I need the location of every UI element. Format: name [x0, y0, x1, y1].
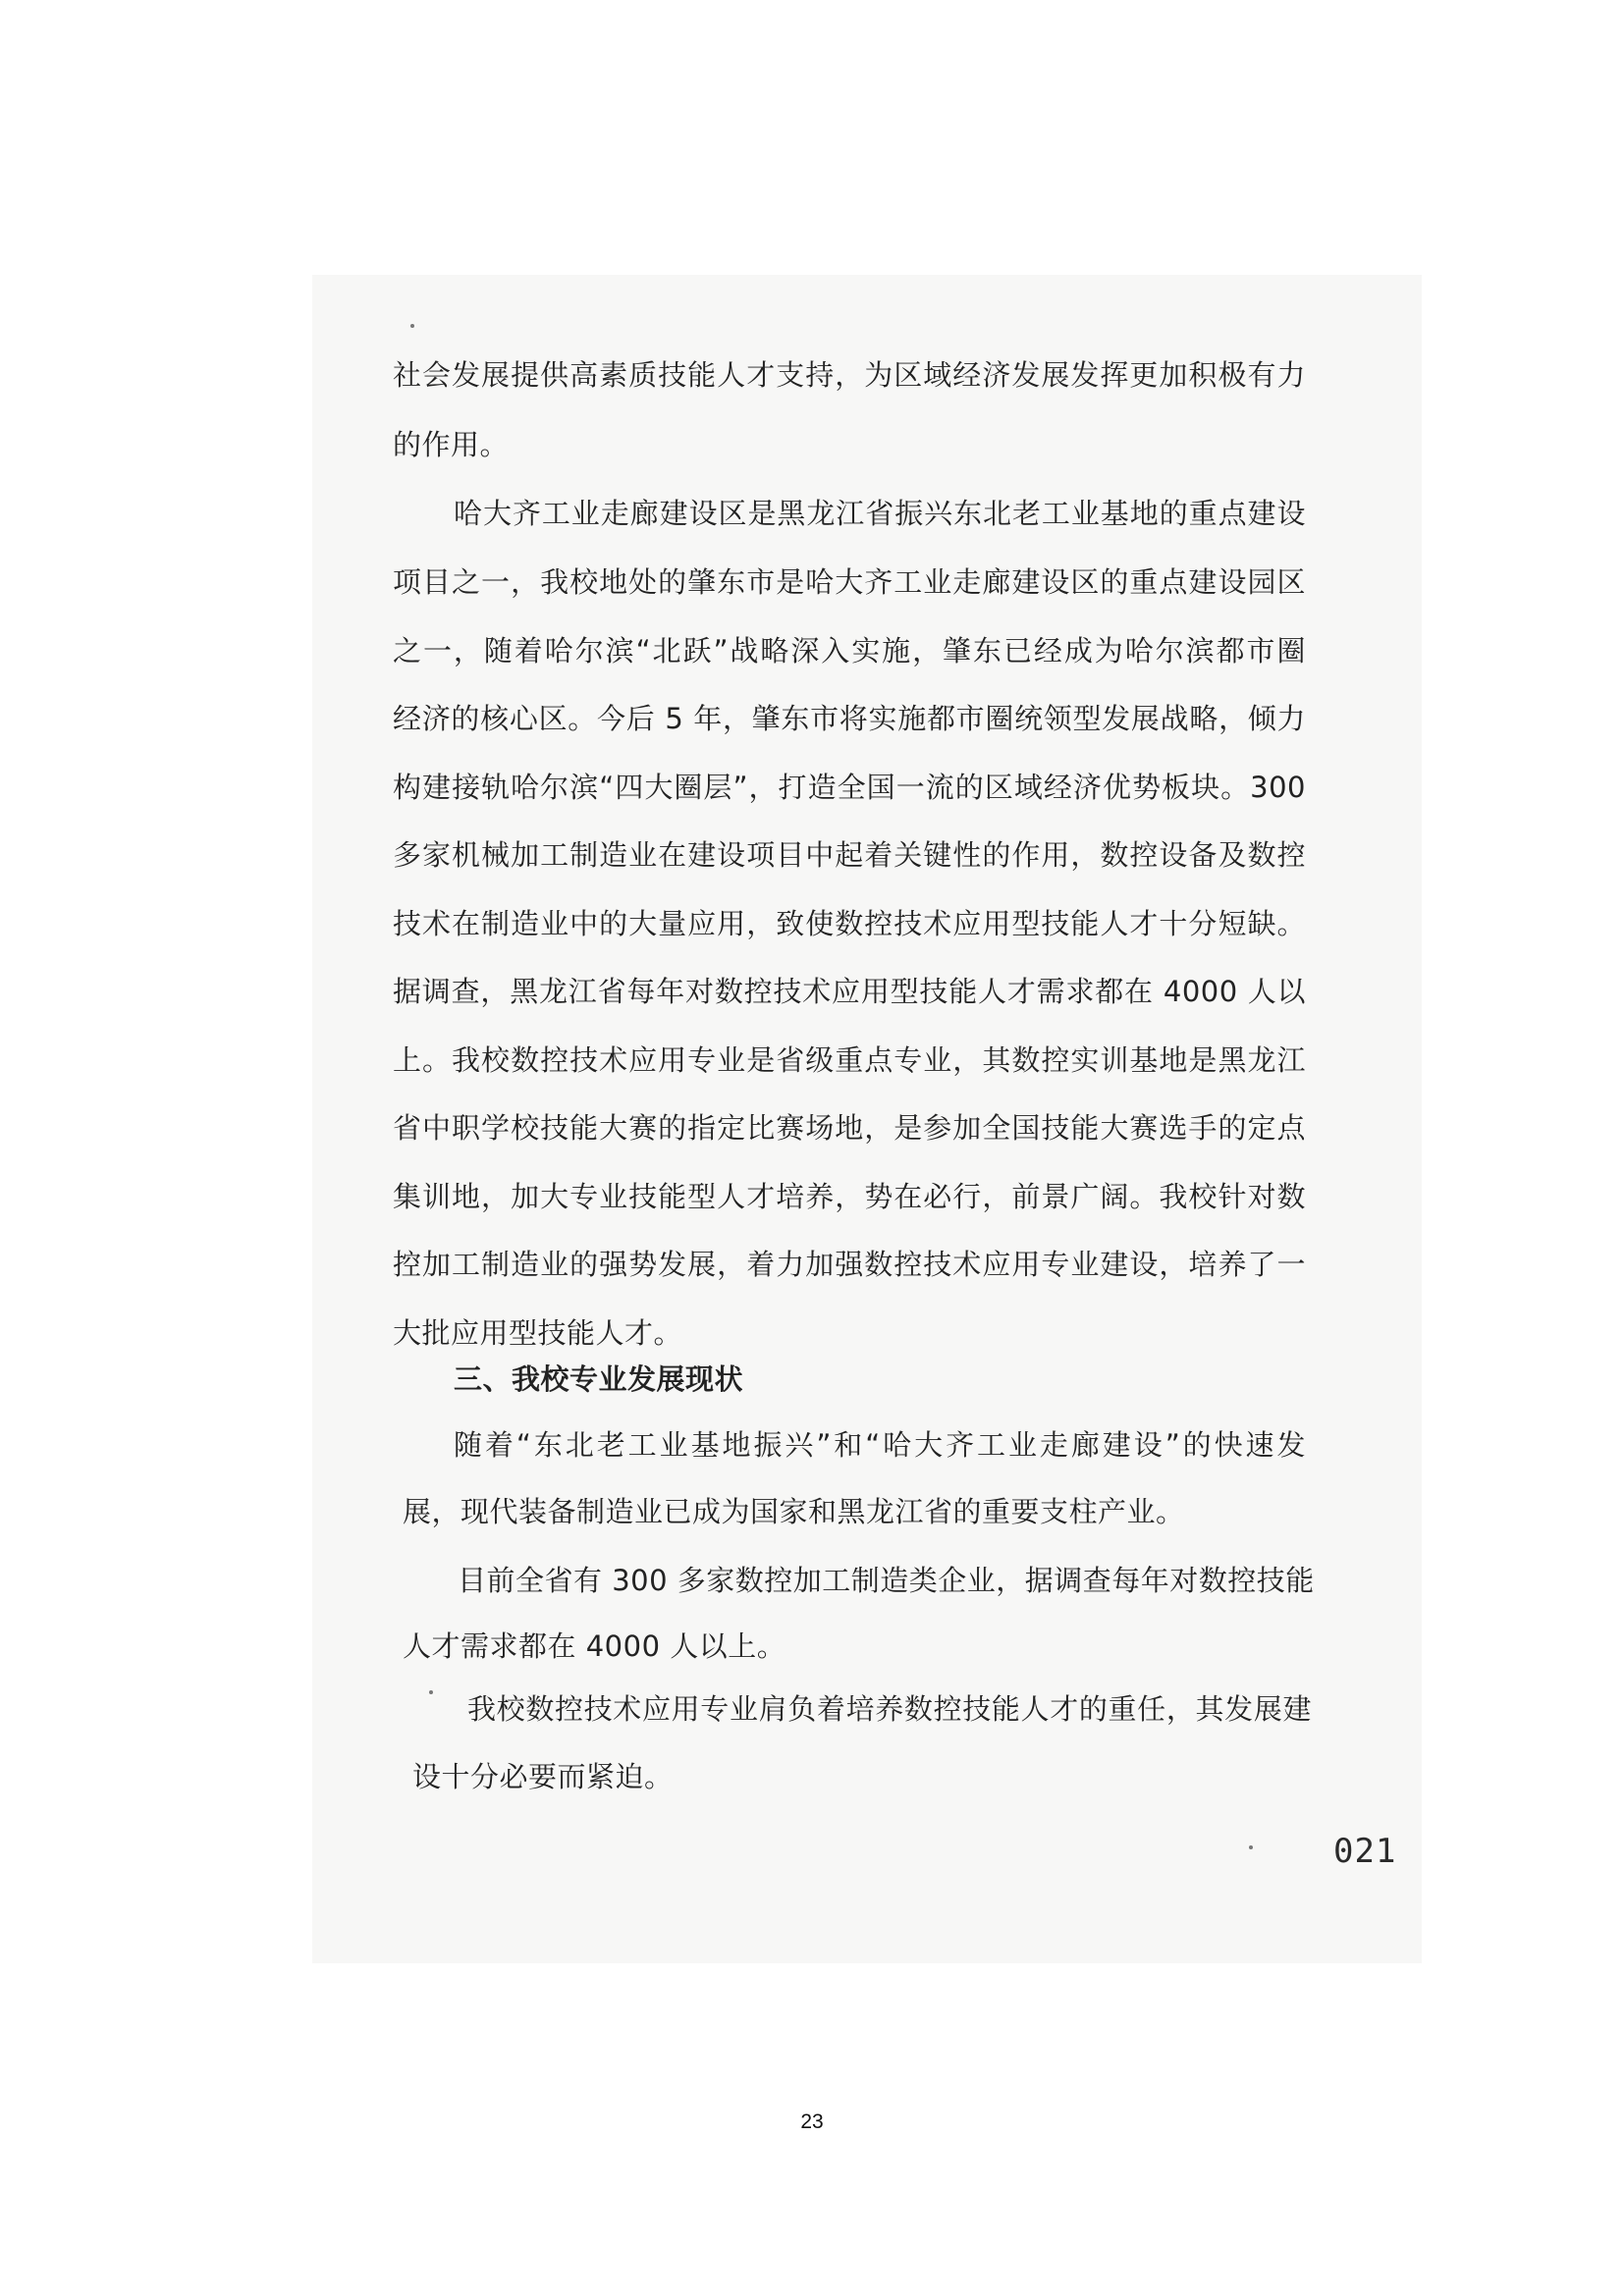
page-number: 23 — [800, 2110, 824, 2133]
section-line: 展，现代装备制造业已成为国家和黑龙江省的重要支柱产业。 — [403, 1495, 1185, 1528]
body-line: 多家机械加工制造业在建设项目中起着关键性的作用，数控设备及数控 — [393, 838, 1306, 872]
section-heading: 三、我校专业发展现状 — [454, 1362, 744, 1396]
body-line: 大批应用型技能人才。 — [393, 1316, 683, 1350]
scan-speck-mark — [1249, 1845, 1253, 1849]
body-line: 控加工制造业的强势发展，着力加强数控技术应用专业建设，培养了一 — [393, 1248, 1306, 1281]
body-line: 技术在制造业中的大量应用，致使数控技术应用型技能人才十分短缺。 — [393, 907, 1306, 940]
body-line: 集训地，加大专业技能型人才培养，势在必行，前景广阔。我校针对数 — [393, 1180, 1306, 1213]
body-line: 省中职学校技能大赛的指定比赛场地，是参加全国技能大赛选手的定点 — [393, 1111, 1306, 1145]
stamped-page-number: 021 — [1333, 1832, 1397, 1871]
body-line: 经济的核心区。今后 5 年，肇东市将实施都市圈统领型发展战略，倾力 — [393, 702, 1306, 735]
body-line: 之一，随着哈尔滨“北跃”战略深入实施，肇东已经成为哈尔滨都市圈 — [393, 634, 1306, 667]
body-line: 哈大齐工业走廊建设区是黑龙江省振兴东北老工业基地的重点建设 — [454, 497, 1306, 530]
section-line: 人才需求都在 4000 人以上。 — [403, 1629, 786, 1663]
section-line: 设十分必要而紧迫。 — [412, 1760, 674, 1793]
body-line: 项目之一，我校地处的肇东市是哈大齐工业走廊建设区的重点建设园区 — [393, 565, 1306, 599]
section-line: 目前全省有 300 多家数控加工制造类企业，据调查每年对数控技能 — [458, 1564, 1315, 1597]
body-line: 据调查，黑龙江省每年对数控技术应用型技能人才需求都在 4000 人以 — [393, 975, 1306, 1008]
scan-speck-mark — [429, 1690, 433, 1694]
section-line: 随着“东北老工业基地振兴”和“哈大齐工业走廊建设”的快速发 — [454, 1428, 1306, 1462]
section-line: 我校数控技术应用专业肩负着培养数控技能人才的重任，其发展建 — [467, 1692, 1312, 1726]
body-line: 社会发展提供高素质技能人才支持，为区域经济发展发挥更加积极有力 — [393, 358, 1306, 392]
body-line: 上。我校数控技术应用专业是省级重点专业，其数控实训基地是黑龙江 — [393, 1043, 1306, 1077]
scan-speck-mark — [410, 324, 414, 328]
body-line: 的作用。 — [393, 428, 510, 461]
body-line: 构建接轨哈尔滨“四大圈层”，打造全国一流的区域经济优势板块。300 — [393, 771, 1306, 804]
